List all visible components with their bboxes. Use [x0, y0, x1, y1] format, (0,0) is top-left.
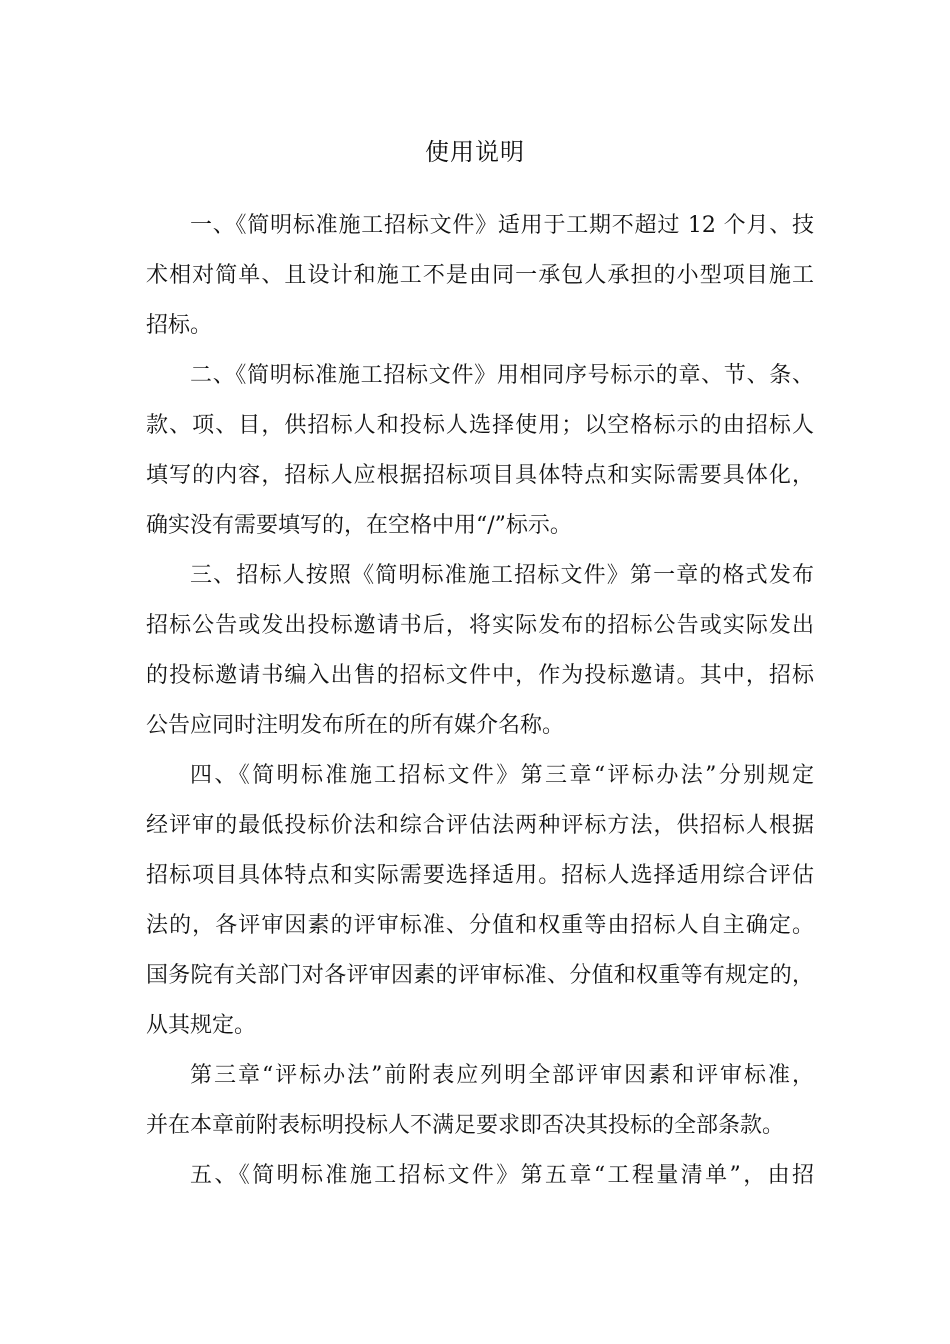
page-title: 使用说明: [425, 138, 525, 166]
text-line: 款、项、目，供招标人和投标人选择使用；以空格标示的由招标人: [146, 413, 814, 438]
text-line: 填写的内容，招标人应根据招标项目具体特点和实际需要具体化，: [146, 463, 814, 488]
paragraph-4: [146, 758, 814, 1058]
text-line: 五、《简明标准施工招标文件》第五章“工程量清单”，由招: [190, 1163, 814, 1188]
text-line: 三、招标人按照《简明标准施工招标文件》第一章的格式发布: [190, 563, 814, 588]
text-line: 并在本章前附表标明投标人不满足要求即否决其投标的全部条款。: [146, 1113, 785, 1138]
text-line: 二、《简明标准施工招标文件》用相同序号标示的章、节、条、: [190, 363, 814, 388]
text-line: 四、《简明标准施工招标文件》第三章“评标办法”分别规定: [190, 763, 814, 788]
text-line: 的投标邀请书编入出售的招标文件中，作为投标邀请。其中，招标: [146, 663, 814, 688]
document-body: [146, 208, 814, 1208]
text-line: 确实没有需要填写的，在空格中用“/”标示。: [146, 513, 572, 538]
text-line: 第三章“评标办法”前附表应列明全部评审因素和评审标准，: [190, 1063, 814, 1088]
paragraph-1: [146, 208, 814, 358]
text-line: 招标项目具体特点和实际需要选择适用。招标人选择适用综合评估: [146, 863, 814, 888]
text-line: 国务院有关部门对各评审因素的评审标准、分值和权重等有规定的，: [146, 963, 814, 988]
text-line: 招标。: [146, 313, 213, 338]
paragraph-6: [146, 1158, 814, 1208]
paragraph-5: [146, 1058, 814, 1158]
paragraph-2: [146, 358, 814, 558]
paragraph-3: [146, 558, 814, 758]
text-line: 术相对简单、且设计和施工不是由同一承包人承担的小型项目施工: [146, 263, 814, 288]
text-line: 公告应同时注明发布所在的所有媒介名称。: [146, 713, 565, 738]
text-line: 法的，各评审因素的评审标准、分值和权重等由招标人自主确定。: [146, 913, 814, 938]
text-line: 一、《简明标准施工招标文件》适用于工期不超过 12 个月、技: [190, 213, 814, 238]
text-line: 招标公告或发出投标邀请书后，将实际发布的招标公告或实际发出: [146, 613, 814, 638]
text-line: 从其规定。: [146, 1013, 257, 1038]
text-line: 经评审的最低投标价法和综合评估法两种评标方法，供招标人根据: [146, 813, 814, 838]
